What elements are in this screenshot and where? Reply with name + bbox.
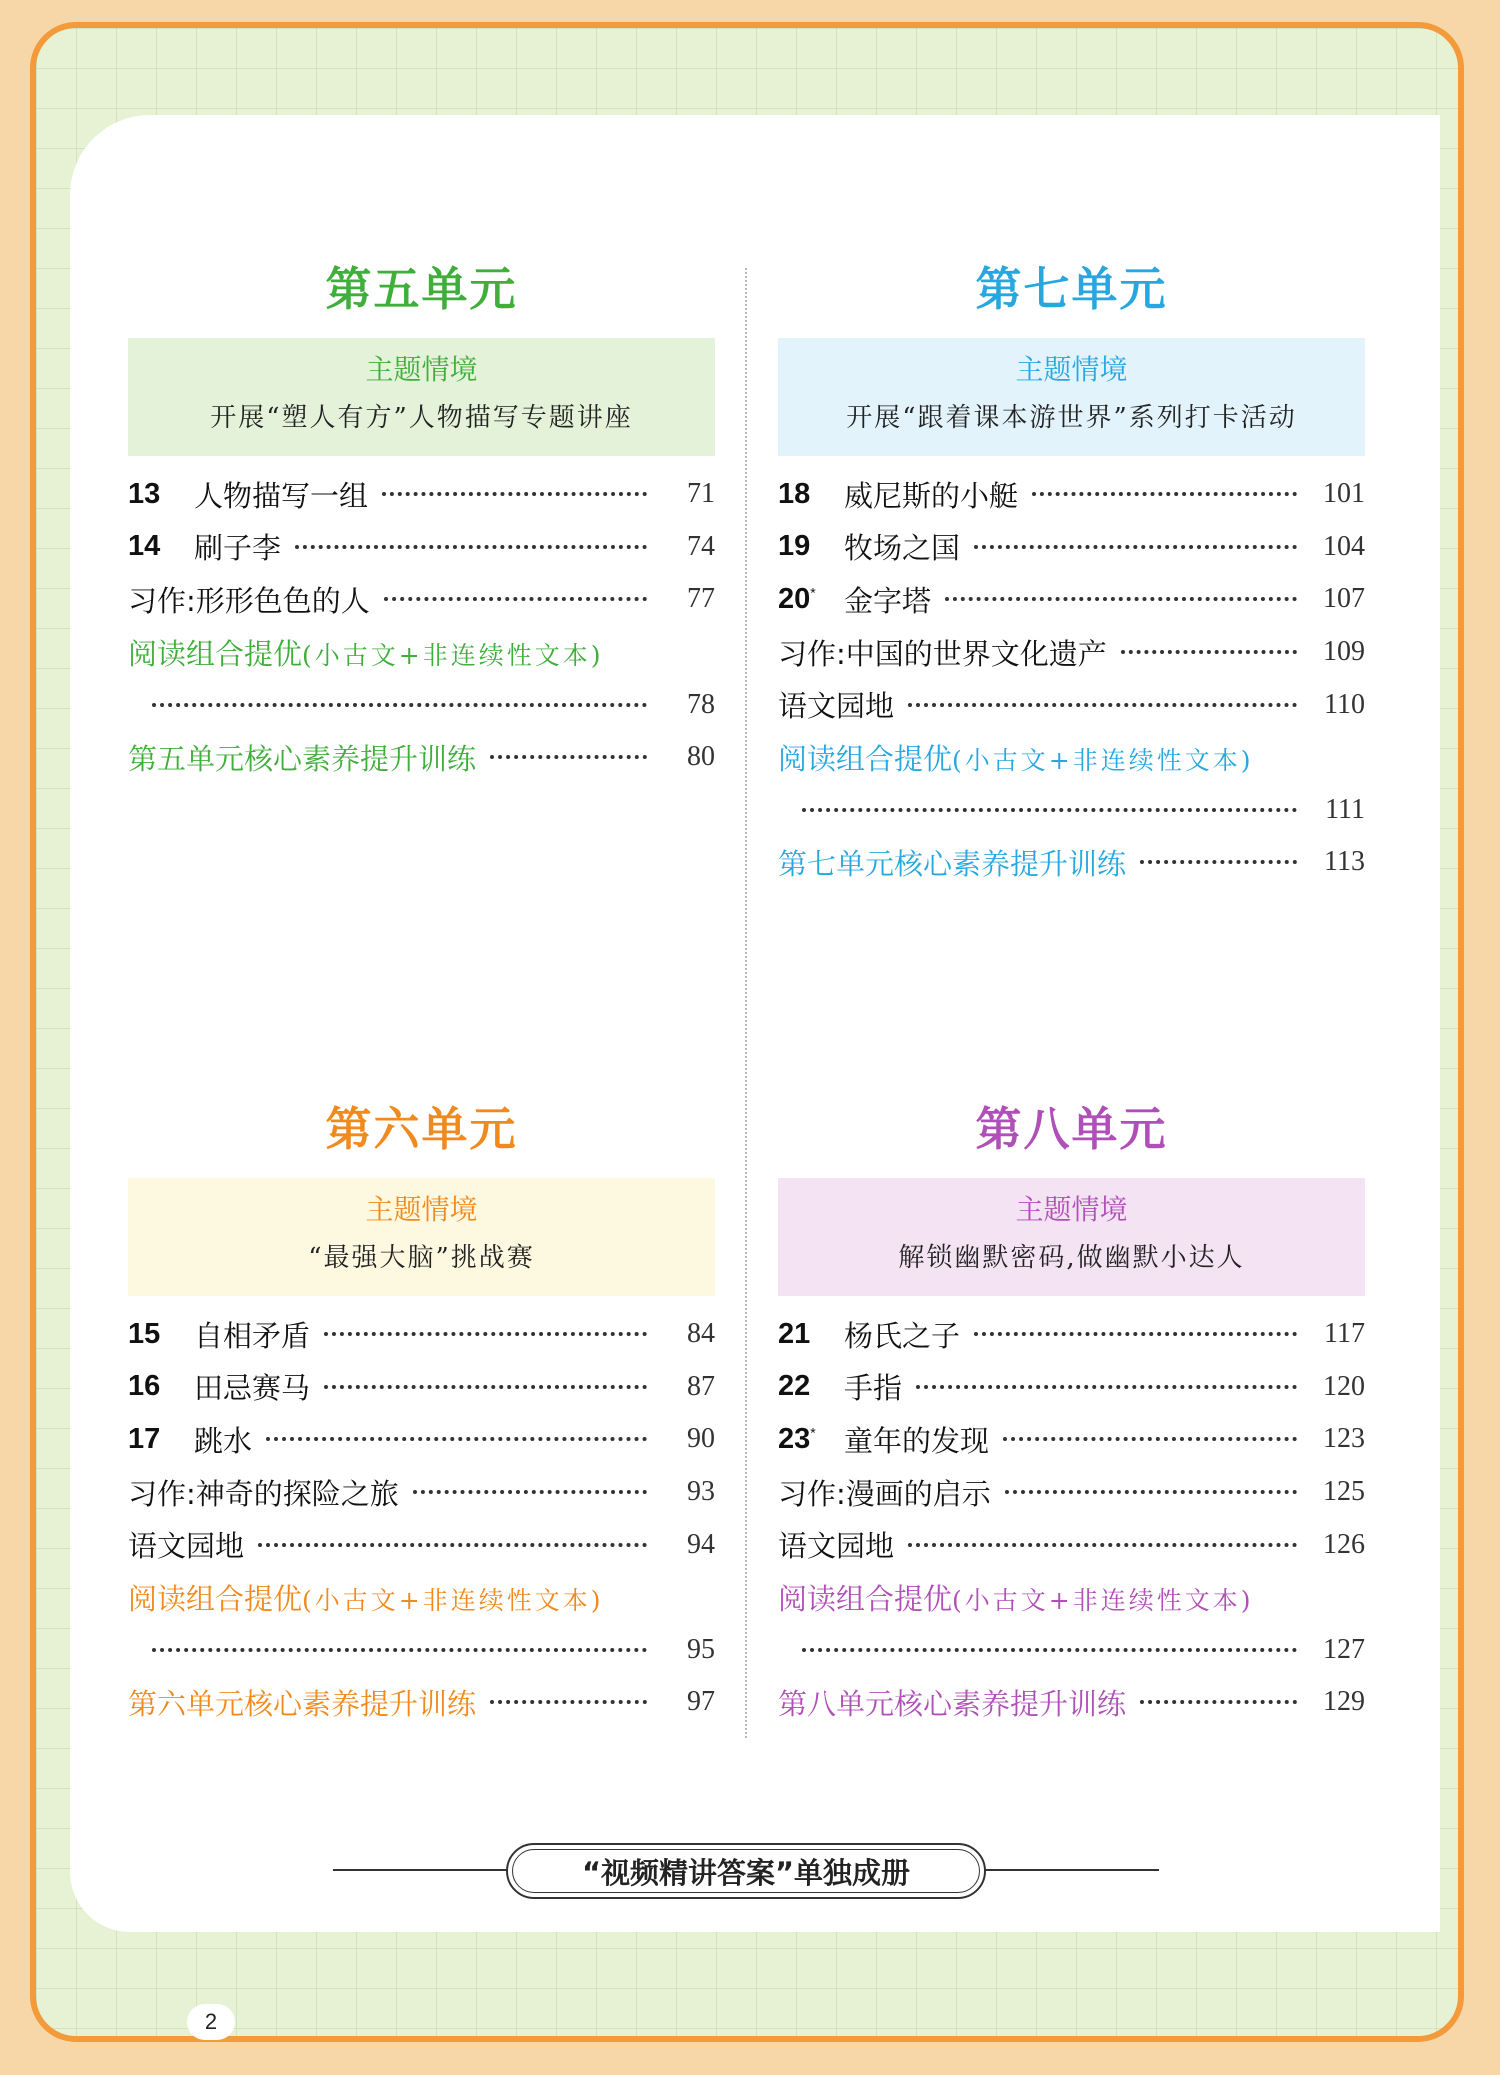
- page-ref: 125: [1323, 1476, 1365, 1508]
- leader-dots: [258, 1543, 647, 1547]
- toc-entry[interactable]: [128, 626, 715, 679]
- toc-entry[interactable]: [128, 1413, 715, 1466]
- entry-title: 习作:漫画的启示: [778, 1476, 991, 1511]
- optional-star: *: [810, 584, 816, 601]
- theme-text: 解锁幽默密码,做幽默小达人: [898, 1243, 1245, 1273]
- page-ref: 71: [687, 478, 715, 510]
- entry-title: 杨氏之子: [844, 1318, 961, 1353]
- theme-label: 主题情境: [1015, 353, 1128, 386]
- leader-dots: [1032, 492, 1297, 496]
- toc-entry[interactable]: [778, 1413, 1365, 1466]
- page-ref: 94: [687, 1528, 715, 1560]
- entry-title: 自相矛盾: [194, 1318, 311, 1353]
- theme-label: 主题情境: [1015, 1193, 1128, 1226]
- toc-entry[interactable]: [778, 1624, 1365, 1677]
- optional-star: *: [810, 1424, 816, 1441]
- entry-subtitle: (小古文+非连续性文本): [302, 1585, 604, 1615]
- leader-dots: [908, 1543, 1297, 1547]
- toc-list: [128, 1308, 715, 1729]
- page-ref: 97: [687, 1686, 715, 1718]
- column-divider: [745, 268, 747, 1738]
- entry-title: 习作:形形色色的人: [128, 583, 370, 618]
- leader-dots: [1140, 1700, 1297, 1704]
- toc-entry[interactable]: [128, 573, 715, 626]
- page-ref: 111: [1325, 793, 1365, 825]
- toc-entry[interactable]: [778, 468, 1365, 521]
- leader-dots: [490, 755, 647, 759]
- lesson-number: 18: [778, 477, 811, 510]
- lesson-number: 13: [128, 477, 161, 510]
- theme-box: [128, 338, 715, 456]
- toc-entry[interactable]: [778, 1361, 1365, 1414]
- entry-title: 刷子李: [194, 531, 282, 566]
- page-ref: 104: [1323, 530, 1365, 562]
- toc-entry[interactable]: [128, 678, 715, 731]
- toc-entry[interactable]: [778, 521, 1365, 574]
- toc-entry[interactable]: [128, 1361, 715, 1414]
- page-ref: 90: [687, 1423, 715, 1455]
- toc-entry[interactable]: [128, 1308, 715, 1361]
- leader-dots: [490, 1700, 647, 1704]
- toc-entry[interactable]: [128, 521, 715, 574]
- toc-entry[interactable]: [778, 573, 1365, 626]
- leader-dots: [974, 1332, 1297, 1336]
- page-ref: 113: [1324, 846, 1365, 878]
- lesson-number: 19: [778, 530, 811, 563]
- page-ref: 95: [687, 1633, 715, 1665]
- toc-entry[interactable]: [128, 1518, 715, 1571]
- page-ref: 107: [1323, 583, 1365, 615]
- theme-text: “最强大脑”挑战赛: [308, 1243, 535, 1273]
- toc-list: [778, 1308, 1365, 1729]
- toc-entry[interactable]: [778, 678, 1365, 731]
- toc-list: [128, 468, 715, 784]
- entry-title: 跳水: [194, 1423, 253, 1458]
- lesson-number: 14: [128, 530, 161, 563]
- lesson-number: 16: [128, 1370, 161, 1403]
- unit-title: 第五单元: [325, 262, 518, 316]
- theme-text: 开展“塑人有方”人物描写专题讲座: [210, 403, 633, 433]
- entry-title: 第五单元核心素养提升训练: [128, 741, 477, 776]
- entry-title: 语文园地: [778, 1529, 895, 1564]
- entry-title: 阅读组合提优(小古文+非连续性文本): [778, 741, 1254, 776]
- lesson-number: 21: [778, 1317, 811, 1350]
- leader-dots: [324, 1385, 647, 1389]
- leader-dots: [413, 1490, 647, 1494]
- toc-entry[interactable]: [128, 468, 715, 521]
- entry-subtitle: (小古文+非连续性文本): [952, 1585, 1254, 1615]
- page-ref: 127: [1323, 1633, 1365, 1665]
- page-ref: 87: [687, 1370, 715, 1402]
- toc-entry[interactable]: [128, 1571, 715, 1624]
- entry-title: 威尼斯的小艇: [844, 478, 1019, 513]
- entry-title: 手指: [844, 1371, 903, 1406]
- toc-entry[interactable]: [778, 784, 1365, 837]
- entry-title: 第八单元核心素养提升训练: [778, 1686, 1127, 1721]
- toc-entry[interactable]: [778, 626, 1365, 679]
- page-ref: 120: [1323, 1370, 1365, 1402]
- page-ref: 80: [687, 741, 715, 773]
- page-ref: 126: [1323, 1528, 1365, 1560]
- toc-entry[interactable]: [778, 1308, 1365, 1361]
- unit-section: [778, 1098, 1365, 1729]
- leader-dots: [802, 1648, 1297, 1652]
- page-ref: 117: [1324, 1318, 1365, 1350]
- entry-title: 人物描写一组: [194, 478, 369, 513]
- page-ref: 129: [1323, 1686, 1365, 1718]
- entry-title: 习作:神奇的探险之旅: [128, 1476, 399, 1511]
- toc-entry[interactable]: [128, 1676, 715, 1729]
- leader-dots: [324, 1332, 647, 1336]
- toc-entry[interactable]: [778, 1518, 1365, 1571]
- leader-dots: [974, 545, 1297, 549]
- page-ref: 84: [687, 1318, 715, 1350]
- unit-title: 第六单元: [325, 1102, 518, 1156]
- page-ref: 93: [687, 1476, 715, 1508]
- entry-title: 牧场之国: [844, 531, 961, 566]
- leader-dots: [945, 597, 1297, 601]
- toc-entry[interactable]: [778, 731, 1365, 784]
- page-ref: 123: [1323, 1423, 1365, 1455]
- entry-title: 金字塔: [844, 583, 932, 618]
- entry-subtitle: (小古文+非连续性文本): [302, 640, 604, 670]
- leader-dots: [916, 1385, 1297, 1389]
- footer-line-left: [333, 1869, 508, 1871]
- page-ref: 78: [687, 688, 715, 720]
- footer-text: “视频精讲答案”单独成册: [581, 1855, 911, 1890]
- entry-title: 语文园地: [778, 689, 895, 724]
- theme-box: [778, 338, 1365, 456]
- toc-list: [778, 468, 1365, 889]
- theme-text: 开展“跟着课本游世界”系列打卡活动: [846, 403, 1297, 433]
- unit-title: 第八单元: [975, 1102, 1168, 1156]
- unit-title: 第七单元: [975, 262, 1168, 316]
- entry-title: 田忌赛马: [194, 1371, 311, 1406]
- leader-dots: [802, 808, 1297, 812]
- entry-title: 阅读组合提优(小古文+非连续性文本): [778, 1581, 1254, 1616]
- entry-subtitle: (小古文+非连续性文本): [952, 745, 1254, 775]
- theme-label: 主题情境: [365, 1193, 478, 1226]
- theme-box: [778, 1178, 1365, 1296]
- theme-box: [128, 1178, 715, 1296]
- leader-dots: [382, 492, 647, 496]
- leader-dots: [908, 703, 1297, 707]
- page-ref: 110: [1324, 688, 1365, 720]
- page-ref: 101: [1323, 478, 1365, 510]
- entry-title: 阅读组合提优(小古文+非连续性文本): [128, 1581, 604, 1616]
- entry-title: 第七单元核心素养提升训练: [778, 846, 1127, 881]
- leader-dots: [1005, 1490, 1297, 1494]
- entry-title: 语文园地: [128, 1529, 245, 1564]
- unit-section: [128, 1098, 715, 1729]
- entry-title: 阅读组合提优(小古文+非连续性文本): [128, 636, 604, 671]
- toc-entry[interactable]: [778, 1466, 1365, 1519]
- leader-dots: [1003, 1437, 1297, 1441]
- footer-line-right: [984, 1869, 1159, 1871]
- leader-dots: [295, 545, 647, 549]
- entry-title: 习作:中国的世界文化遗产: [778, 636, 1107, 671]
- lesson-number: 22: [778, 1370, 811, 1403]
- lesson-number: 23*: [778, 1422, 816, 1455]
- page-ref: 109: [1323, 636, 1365, 668]
- lesson-number: 15: [128, 1317, 161, 1350]
- entry-title: 童年的发现: [844, 1423, 990, 1458]
- leader-dots: [1121, 650, 1297, 654]
- lesson-number: 17: [128, 1422, 161, 1455]
- theme-label: 主题情境: [365, 353, 478, 386]
- leader-dots: [152, 703, 647, 707]
- leader-dots: [266, 1437, 647, 1441]
- toc-entry[interactable]: [128, 731, 715, 784]
- footer-badge: [506, 1843, 986, 1899]
- page-number: 2: [187, 2004, 235, 2040]
- toc-entry[interactable]: [128, 1466, 715, 1519]
- lesson-number: 20*: [778, 582, 816, 615]
- page-ref: 77: [687, 583, 715, 615]
- toc-entry[interactable]: [778, 1571, 1365, 1624]
- entry-title: 第六单元核心素养提升训练: [128, 1686, 477, 1721]
- leader-dots: [152, 1648, 647, 1652]
- leader-dots: [384, 597, 647, 601]
- page-ref: 74: [687, 530, 715, 562]
- toc-entry[interactable]: [128, 1624, 715, 1677]
- unit-section: [128, 258, 715, 784]
- toc-entry[interactable]: [778, 836, 1365, 889]
- unit-section: [778, 258, 1365, 889]
- leader-dots: [1140, 860, 1297, 864]
- toc-entry[interactable]: [778, 1676, 1365, 1729]
